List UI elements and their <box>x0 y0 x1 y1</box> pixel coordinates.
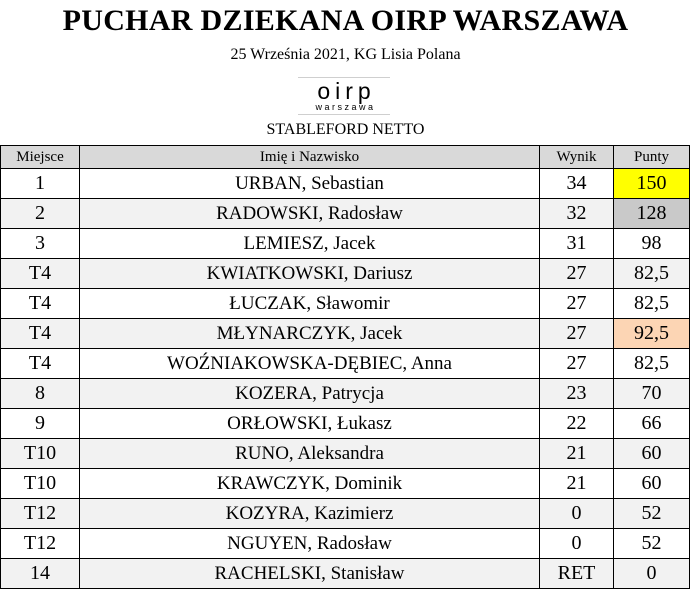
cell-place: T12 <box>1 499 80 529</box>
cell-place: T10 <box>1 469 80 499</box>
cell-score: 22 <box>540 409 614 439</box>
cell-place: 3 <box>1 229 80 259</box>
cell-points: 60 <box>614 469 690 499</box>
cell-score: 0 <box>540 529 614 559</box>
cell-points: 52 <box>614 499 690 529</box>
cell-name: RADOWSKI, Radosław <box>80 199 540 229</box>
cell-name: WOŹNIAKOWSKA-DĘBIEC, Anna <box>80 349 540 379</box>
cell-name: MŁYNARCZYK, Jacek <box>80 319 540 349</box>
cell-name: KRAWCZYK, Dominik <box>80 469 540 499</box>
cell-name: NGUYEN, Radosław <box>80 529 540 559</box>
table-row <box>1 559 690 589</box>
cell-name: RACHELSKI, Stanisław <box>80 559 540 589</box>
logo-sub-text: warszawa <box>315 102 376 112</box>
cell-score: 27 <box>540 289 614 319</box>
table-row <box>1 169 690 199</box>
cell-score: 21 <box>540 439 614 469</box>
table-row <box>1 439 690 469</box>
cell-place: 9 <box>1 409 80 439</box>
cell-score: RET <box>540 559 614 589</box>
column-header-name: Imię i Nazwisko <box>80 146 540 169</box>
table-row <box>1 229 690 259</box>
cell-score: 21 <box>540 469 614 499</box>
column-header-place: Miejsce <box>1 146 80 169</box>
cell-score: 32 <box>540 199 614 229</box>
cell-place: T10 <box>1 439 80 469</box>
cell-score: 23 <box>540 379 614 409</box>
cell-name: ŁUCZAK, Sławomir <box>80 289 540 319</box>
page-title: PUCHAR DZIEKANA OIRP WARSZAWA <box>62 4 629 37</box>
cell-name: LEMIESZ, Jacek <box>80 229 540 259</box>
table-row <box>1 499 690 529</box>
table-row <box>1 379 690 409</box>
column-header-score: Wynik <box>540 146 614 169</box>
cell-score: 27 <box>540 349 614 379</box>
table-row <box>1 349 690 379</box>
cell-points: 82,5 <box>614 349 690 379</box>
cell-score: 27 <box>540 259 614 289</box>
table-body <box>1 169 690 589</box>
cell-points: 128 <box>614 199 690 229</box>
cell-place: T4 <box>1 349 80 379</box>
cell-points: 52 <box>614 529 690 559</box>
section-title: STABLEFORD NETTO <box>266 121 425 138</box>
results-table <box>0 145 690 589</box>
table-row <box>1 529 690 559</box>
column-header-points: Punty <box>614 146 690 169</box>
cell-name: RUNO, Aleksandra <box>80 439 540 469</box>
event-date-location: 25 Września 2021, KG Lisia Polana <box>230 46 461 63</box>
oirp-logo <box>298 77 390 115</box>
cell-name: URBAN, Sebastian <box>80 169 540 199</box>
cell-score: 0 <box>540 499 614 529</box>
cell-points: 82,5 <box>614 259 690 289</box>
cell-points: 150 <box>614 169 690 199</box>
cell-place: 2 <box>1 199 80 229</box>
cell-points: 98 <box>614 229 690 259</box>
cell-points: 92,5 <box>614 319 690 349</box>
cell-score: 31 <box>540 229 614 259</box>
cell-points: 82,5 <box>614 289 690 319</box>
cell-points: 60 <box>614 439 690 469</box>
cell-points: 66 <box>614 409 690 439</box>
table-row <box>1 199 690 229</box>
table-row <box>1 259 690 289</box>
cell-place: 1 <box>1 169 80 199</box>
cell-score: 34 <box>540 169 614 199</box>
table-row <box>1 289 690 319</box>
cell-name: KOZERA, Patrycja <box>80 379 540 409</box>
cell-name: ORŁOWSKI, Łukasz <box>80 409 540 439</box>
cell-points: 70 <box>614 379 690 409</box>
cell-place: T4 <box>1 319 80 349</box>
logo-main-text: oirp <box>317 78 376 104</box>
cell-place: 14 <box>1 559 80 589</box>
cell-place: 8 <box>1 379 80 409</box>
table-row <box>1 409 690 439</box>
table-row <box>1 469 690 499</box>
cell-name: KWIATKOWSKI, Dariusz <box>80 259 540 289</box>
cell-score: 27 <box>540 319 614 349</box>
cell-name: KOZYRA, Kazimierz <box>80 499 540 529</box>
table-row <box>1 319 690 349</box>
table-header-row <box>1 146 690 169</box>
cell-points: 0 <box>614 559 690 589</box>
cell-place: T12 <box>1 529 80 559</box>
cell-place: T4 <box>1 289 80 319</box>
cell-place: T4 <box>1 259 80 289</box>
